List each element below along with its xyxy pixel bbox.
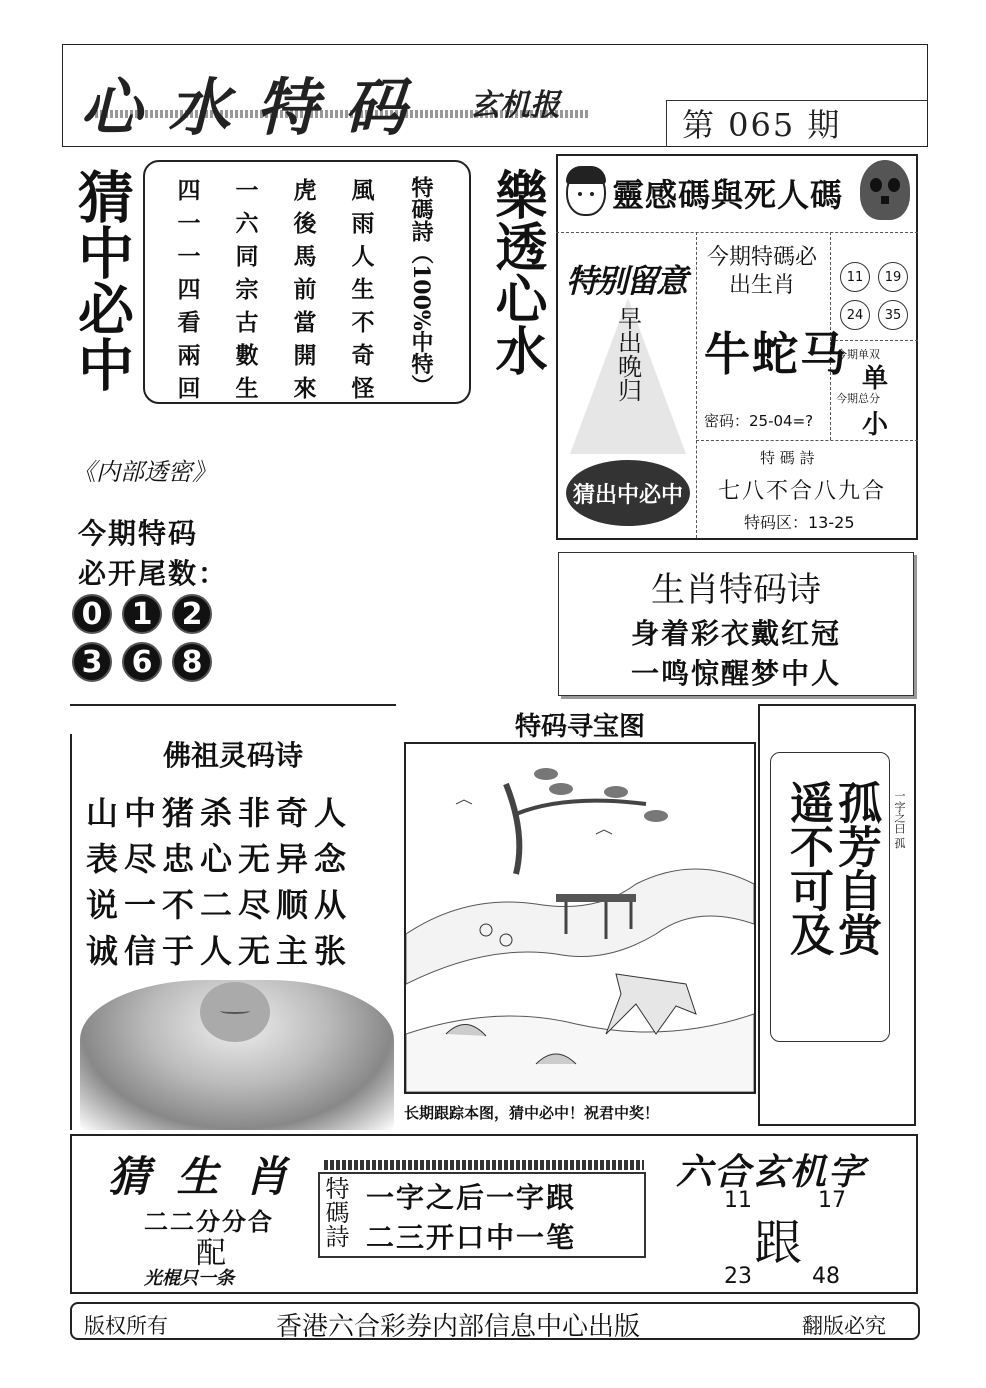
skull-icon bbox=[860, 160, 910, 220]
tail-digit: 6 bbox=[122, 642, 162, 682]
riddle-side-text: 一字之曰 孤 bbox=[893, 790, 906, 849]
tail-digits bbox=[72, 594, 222, 682]
riddle-side bbox=[892, 790, 906, 853]
poem-grid-cell: 數 bbox=[235, 342, 259, 369]
buddha-poem-line: 诚信于人无主张 bbox=[86, 932, 353, 970]
issue-number: 第 065 期 bbox=[676, 100, 847, 146]
bottom-poem-side bbox=[322, 1176, 348, 1253]
special-zone: 特码区：13-25 bbox=[744, 513, 855, 532]
header-subtitle: 玄机报 bbox=[470, 88, 560, 123]
issue-box-border bbox=[666, 100, 928, 147]
poem-grid-cell: 同 bbox=[235, 243, 259, 270]
buddha-poem-line: 说一不二尽顺从 bbox=[86, 886, 353, 924]
poem-grid-cell: 風 bbox=[351, 177, 375, 204]
riddle-col1-text: 遥不可及 bbox=[782, 780, 833, 956]
right-vertical-text: 樂透心水 bbox=[486, 168, 547, 376]
ling-divider-v1 bbox=[696, 232, 697, 538]
poem-grid-cell: 古 bbox=[235, 309, 259, 336]
zodiac-picks: 牛蛇马 bbox=[704, 327, 848, 381]
triangle-text-value: 早出晚归 bbox=[613, 306, 642, 402]
bottom-poem-side-text: 特碼詩 bbox=[321, 1176, 349, 1248]
odd-even-value: 单 bbox=[862, 364, 889, 394]
liuhe-num-2: 17 bbox=[818, 1188, 846, 1213]
ling-poem-text: 七八不合八九合 bbox=[718, 479, 887, 504]
guess-line3: 光棍只一条 bbox=[144, 1268, 234, 1289]
inner-secret-line2: 必开尾数： bbox=[78, 557, 229, 590]
odd-even-label: 今期单双 bbox=[836, 348, 880, 361]
poem-grid-row bbox=[160, 304, 400, 337]
size-label: 今期总分 bbox=[836, 392, 880, 405]
poem-grid-cell: 開 bbox=[293, 342, 317, 369]
liuhe-num-4: 48 bbox=[812, 1264, 840, 1289]
special-notice: 特别留意 bbox=[566, 262, 687, 300]
password-text: 密码：25-04=? bbox=[704, 412, 814, 430]
poem-grid-cell: 回 bbox=[177, 375, 201, 402]
poem-grid-cell: 怪 bbox=[351, 375, 375, 402]
guess-oval-text: 猜出中必中 bbox=[572, 481, 683, 508]
footer-left: 版权所有 bbox=[84, 1314, 168, 1338]
poem-grid-cell: 兩 bbox=[177, 342, 201, 369]
ling-poem-label: 特 碼 詩 bbox=[760, 449, 815, 467]
boy-face-icon bbox=[566, 168, 606, 216]
poem-grid-row bbox=[160, 172, 400, 205]
inner-secret-line1: 今期特码 bbox=[78, 517, 199, 550]
treasure-map-title: 特码寻宝图 bbox=[514, 712, 645, 742]
poem-grid-cell: 一 bbox=[177, 210, 201, 237]
poem-grid-cell: 生 bbox=[235, 375, 259, 402]
footer-center: 香港六合彩券内部信息中心出版 bbox=[276, 1312, 641, 1342]
zodiac-poem-line2: 一鸣惊醒梦中人 bbox=[630, 657, 841, 690]
poem-grid-side-label bbox=[408, 176, 434, 396]
poem-grid-cell: 看 bbox=[177, 309, 201, 336]
buddha-poem-title: 佛祖灵码诗 bbox=[162, 739, 303, 772]
poem-grid-cell: 一 bbox=[235, 177, 259, 204]
guess-oval bbox=[566, 460, 690, 526]
poem-grid-cell: 人 bbox=[351, 243, 375, 270]
size-value: 小 bbox=[862, 410, 889, 440]
riddle-col2-text: 孤芳自赏 bbox=[830, 780, 881, 956]
buddha-top-line bbox=[70, 704, 396, 706]
riddle-col2 bbox=[826, 780, 884, 971]
poem-grid-cell: 生 bbox=[351, 276, 375, 303]
special-numbers bbox=[840, 262, 910, 330]
tail-digit: 0 bbox=[72, 594, 112, 634]
buddha-statue-image bbox=[80, 980, 394, 1130]
liuhe-char: 跟 bbox=[754, 1215, 803, 1271]
treasure-map-drawing bbox=[406, 744, 754, 1092]
special-number: 24 bbox=[840, 300, 870, 330]
poem-grid-cell: 一 bbox=[177, 243, 201, 270]
guess-line2: 配 bbox=[196, 1236, 226, 1271]
liuhe-title: 六合玄机字 bbox=[676, 1151, 867, 1193]
buddha-poem-lines bbox=[86, 790, 396, 974]
liuhe-num-1: 11 bbox=[724, 1188, 752, 1213]
poem-grid-row bbox=[160, 271, 400, 304]
poem-grid-cell: 雨 bbox=[351, 210, 375, 237]
poem-grid-cell: 前 bbox=[293, 276, 317, 303]
poem-grid-cell: 四 bbox=[177, 177, 201, 204]
poem-grid-row bbox=[160, 370, 400, 403]
poem-grid-cell: 四 bbox=[177, 276, 201, 303]
left-vertical-text: 猜中必中 bbox=[69, 168, 135, 392]
special-number: 19 bbox=[878, 262, 908, 292]
right-vertical-slogan bbox=[486, 168, 550, 389]
buddha-poem-line: 表尽忠心无异念 bbox=[86, 840, 353, 878]
poem-grid-row bbox=[160, 205, 400, 238]
poem-grid-cell: 六 bbox=[235, 210, 259, 237]
special-number: 35 bbox=[878, 300, 908, 330]
header-title: 心水特码 bbox=[80, 71, 433, 144]
poem-grid-row bbox=[160, 337, 400, 370]
bottom-poem-line2: 二三开口中一笔 bbox=[366, 1221, 577, 1254]
poem-grid-cell: 來 bbox=[293, 375, 317, 402]
issue-zodiac-label: 今期特碼必出生肖 bbox=[706, 245, 817, 298]
buddha-poem-line: 山中猪杀非奇人 bbox=[86, 794, 353, 832]
tail-digit: 1 bbox=[122, 594, 162, 634]
ling-title: 靈感碼與死人碼 bbox=[612, 176, 844, 214]
poem-grid-side-text: 特碼詩（100%中特） bbox=[408, 176, 434, 397]
liuhe-num-3: 23 bbox=[724, 1264, 752, 1289]
special-number: 11 bbox=[840, 262, 870, 292]
poem-grid-row bbox=[160, 238, 400, 271]
poem-grid-cell: 後 bbox=[293, 210, 317, 237]
triangle-text bbox=[612, 306, 642, 402]
zodiac-poem-line1: 身着彩衣戴红冠 bbox=[630, 617, 841, 650]
footer-right: 翻版必究 bbox=[802, 1314, 886, 1338]
bottom-poem-line1: 一字之后一字跟 bbox=[366, 1181, 577, 1214]
tail-digit: 2 bbox=[172, 594, 212, 634]
zodiac-poem-title: 生肖特码诗 bbox=[651, 570, 821, 610]
tail-digit: 3 bbox=[72, 642, 112, 682]
tail-digit: 8 bbox=[172, 642, 212, 682]
poem-grid-cell: 不 bbox=[351, 309, 375, 336]
bottom-poem-strike bbox=[324, 1160, 644, 1170]
poem-grid-cell: 宗 bbox=[235, 276, 259, 303]
guess-line1: 二二分分合 bbox=[144, 1207, 274, 1236]
poem-grid-cell: 當 bbox=[293, 309, 317, 336]
poem-grid-cell: 奇 bbox=[351, 342, 375, 369]
poem-grid-cell: 馬 bbox=[293, 243, 317, 270]
buddha-left-line bbox=[70, 734, 72, 1130]
left-vertical-slogan bbox=[70, 168, 134, 392]
ling-divider-top bbox=[556, 232, 918, 233]
treasure-map-caption: 长期跟踪本图，猜中必中！祝君中奖！ bbox=[404, 1104, 660, 1122]
poem-grid bbox=[160, 172, 400, 403]
inner-secret-title: 《内部透密》 bbox=[72, 458, 216, 486]
poem-grid-cell: 虎 bbox=[293, 177, 317, 204]
guess-title: 猜 生 肖 bbox=[108, 1152, 294, 1201]
